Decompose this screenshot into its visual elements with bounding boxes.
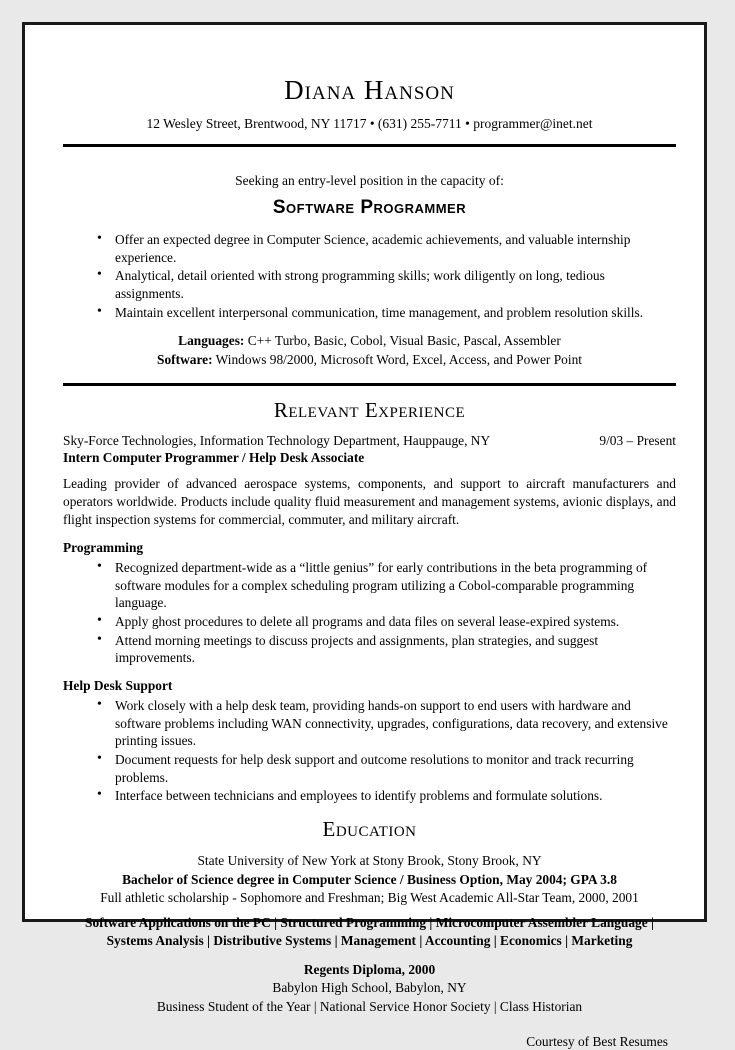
education-hs-honors: Business Student of the Year | National Service Honor Society | Class Historian [156,998,583,1014]
objective-bullet-list [63,231,676,321]
experience-header-row [63,433,676,449]
list-item: • Recognized department-wide as a “little genius” for early contributions in the beta programming of software modules for a complex scheduling program utilizing a Cobol-comparable programming language. [97,559,676,612]
languages-line [63,332,676,350]
education-degree: Bachelor of Science degree in Computer Science / Business Option, May 2004; GPA 3.8 [122,871,617,887]
experience-dates: 9/03 – Present [599,432,676,448]
resume-page [22,22,707,1050]
education-honors: Full athletic scholarship - Sophomore and Freshman; Big West Academic All-Star Team, 2000, 2001 [100,890,639,906]
languages-label: Languages: [178,333,245,349]
list-item: • Interface between technicians and employees to identify problems and formulate solutions. [97,787,676,805]
education-diploma: Regents Diploma, 2000 [303,961,436,977]
software-value: Windows 98/2000, Microsoft Word, Excel, Access, and Power Point [212,351,582,367]
list-item: • Document requests for help desk support and outcome resolutions to monitor and track recurring problems. [97,751,676,786]
experience-group-title-help-desk: Help Desk Support [63,678,173,694]
contact-line: 12 Wesley Street, Brentwood, NY 11717 • (631) 255-7711 • programmer@inet.net [146,116,593,131]
experience-helpdesk-bullets [63,697,676,805]
experience-group-title-programming: Programming [63,539,144,555]
section-heading-education: Education [322,817,417,842]
education-school: State University of New York at Stony Brook, Stony Brook, NY [197,853,542,869]
resume-content [63,47,676,1050]
education-high-school: Babylon High School, Babylon, NY [272,980,467,996]
list-item: • Maintain excellent interpersonal communication, time management, and problem resolution skills. [97,304,676,322]
objective-divider [63,383,676,386]
header-divider [63,144,676,147]
education-coursework-line-2: Systems Analysis | Distributive Systems | Management | Accounting | Economics | Marketing [106,933,633,949]
page-title: Diana Hanson [284,75,455,105]
footer-courtesy: Courtesy of Best Resumes [526,1034,668,1050]
education-coursework-line-1: Software Applications on the PC | Structured Programming | Microcomputer Assembler Language | [85,914,654,930]
software-line [63,351,676,369]
list-item: • Analytical, detail oriented with strong programming skills; work diligently on long, tedious assignments. [97,267,676,302]
list-item: • Work closely with a help desk team, providing hands-on support to end users with hardware and software problems including WAN connectivity, upgrades, configurations, data recovery, and extensive printing issues. [97,697,676,750]
experience-company: Sky-Force Technologies, Information Technology Department, Hauppauge, NY [63,432,491,448]
experience-description: Leading provider of advanced aerospace systems, components, and support to aircraft manufacturers and operators worldwide. Products include quality fluid measurement and management systems, avionic displays, and flight inspection systems for commercial, commuter, and military aircraft. [63,475,676,527]
objective-title: Software Programmer [272,197,467,218]
list-item: • Attend morning meetings to discuss projects and assignments, plan strategies, and suggest improvements. [97,632,676,667]
software-label: Software: [157,351,213,367]
section-heading-experience: Relevant Experience [273,397,466,422]
list-item: • Offer an expected degree in Computer Science, academic achievements, and valuable internship experience. [97,231,676,266]
experience-role: Intern Computer Programmer / Help Desk Associate [63,449,365,465]
list-item: • Apply ghost procedures to delete all programs and data files on several lease-expired systems. [97,613,676,631]
experience-programming-bullets [63,559,676,667]
objective-seeking: Seeking an entry-level position in the capacity of: [235,173,504,188]
languages-value: C++ Turbo, Basic, Cobol, Visual Basic, Pascal, Assembler [244,333,561,349]
